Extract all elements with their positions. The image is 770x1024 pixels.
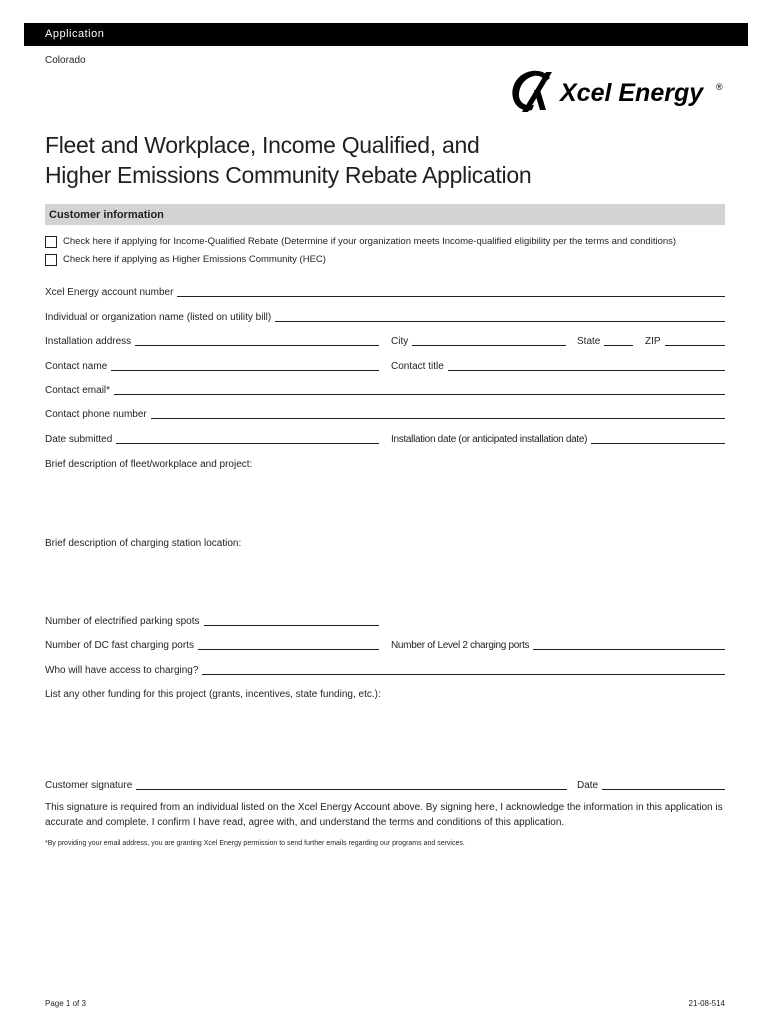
signature-statement: This signature is required from an individual listed on the Xcel Energy Account above. By signing here, I acknowledge the information in this application is accurate and complete. I confirm I have read, agree with, and understand the terms and conditions of this application. bbox=[45, 802, 723, 828]
income-qualified-label: Check here if applying for Income-Qualified Rebate (Determine if your organization meets Income-qualified eligibility per the terms and conditions) bbox=[63, 236, 677, 247]
title-line-2: Higher Emissions Community Rebate Application bbox=[45, 162, 532, 188]
date-submitted-label: Date submitted bbox=[45, 434, 113, 445]
city-input-line[interactable] bbox=[412, 344, 566, 346]
access-input-line[interactable] bbox=[202, 673, 725, 675]
form-number: 21-08-514 bbox=[688, 999, 725, 1008]
title-line-1: Fleet and Workplace, Income Qualified, and bbox=[45, 132, 480, 158]
signature-input-line[interactable] bbox=[136, 788, 567, 790]
level2-ports-input-line[interactable] bbox=[533, 648, 725, 650]
account-number-input-line[interactable] bbox=[177, 295, 725, 297]
other-funding-area[interactable] bbox=[45, 704, 725, 770]
zip-field[interactable] bbox=[645, 334, 725, 348]
contact-title-field[interactable] bbox=[391, 359, 725, 373]
signature-label: Customer signature bbox=[45, 780, 133, 791]
station-location-label: Brief description of charging station location: bbox=[45, 538, 242, 549]
signature-date-input-line[interactable] bbox=[602, 788, 725, 790]
parking-spots-field[interactable] bbox=[45, 614, 379, 628]
station-location-area[interactable] bbox=[45, 553, 725, 609]
level2-ports-label: Number of Level 2 charging ports bbox=[391, 640, 530, 651]
brand-name: Xcel Energy bbox=[560, 79, 704, 107]
contact-phone-label: Contact phone number bbox=[45, 409, 147, 420]
other-funding-label: List any other funding for this project (grants, incentives, state funding, etc.): bbox=[45, 689, 381, 700]
signature-date-field[interactable] bbox=[577, 778, 725, 792]
install-address-label: Installation address bbox=[45, 336, 132, 347]
install-date-label: Installation date (or anticipated installation date) bbox=[391, 434, 588, 445]
account-number-label: Xcel Energy account number bbox=[45, 287, 174, 298]
zip-label: ZIP bbox=[645, 336, 661, 347]
hec-checkbox-row[interactable] bbox=[45, 253, 326, 266]
contact-email-field[interactable] bbox=[45, 383, 725, 397]
header-bar-label: Application bbox=[45, 28, 105, 40]
xcel-swoosh-icon bbox=[510, 68, 728, 114]
contact-email-label: Contact email* bbox=[45, 385, 111, 396]
header-bar bbox=[24, 23, 748, 46]
contact-name-label: Contact name bbox=[45, 361, 108, 372]
signature-date-label: Date bbox=[577, 780, 599, 791]
section-customer-information bbox=[45, 204, 725, 225]
zip-input-line[interactable] bbox=[665, 344, 725, 346]
parking-spots-label: Number of electrified parking spots bbox=[45, 616, 200, 627]
page-number: Page 1 of 3 bbox=[45, 999, 86, 1008]
email-footnote: *By providing your email address, you are granting Xcel Energy permission to send further emails regarding our programs and services. bbox=[45, 840, 465, 847]
access-label: Who will have access to charging? bbox=[45, 665, 199, 676]
dc-ports-input-line[interactable] bbox=[198, 648, 379, 650]
state-input-line[interactable] bbox=[604, 344, 633, 346]
install-date-input-line[interactable] bbox=[591, 442, 725, 444]
dc-ports-label: Number of DC fast charging ports bbox=[45, 640, 194, 651]
date-submitted-input-line[interactable] bbox=[116, 442, 379, 444]
contact-name-field[interactable] bbox=[45, 359, 379, 373]
hec-checkbox[interactable] bbox=[45, 254, 57, 266]
contact-phone-input-line[interactable] bbox=[151, 417, 725, 419]
fleet-description-area[interactable] bbox=[45, 474, 725, 530]
section-label: Customer information bbox=[49, 209, 164, 221]
install-address-input-line[interactable] bbox=[135, 344, 379, 346]
brand-mark: ® bbox=[716, 82, 723, 92]
org-name-field[interactable] bbox=[45, 310, 725, 324]
install-address-field[interactable] bbox=[45, 334, 379, 348]
income-qualified-checkbox-row[interactable] bbox=[45, 235, 676, 248]
signature-field[interactable] bbox=[45, 778, 567, 792]
region-label: Colorado bbox=[45, 55, 86, 66]
hec-label: Check here if applying as Higher Emissions Community (HEC) bbox=[63, 254, 326, 265]
access-field[interactable] bbox=[45, 663, 725, 677]
contact-title-label: Contact title bbox=[391, 361, 444, 372]
parking-spots-input-line[interactable] bbox=[204, 624, 379, 626]
org-name-input-line[interactable] bbox=[275, 320, 725, 322]
city-label: City bbox=[391, 336, 409, 347]
income-qualified-checkbox[interactable] bbox=[45, 236, 57, 248]
contact-name-input-line[interactable] bbox=[111, 369, 379, 371]
xcel-energy-logo bbox=[510, 68, 728, 114]
contact-phone-field[interactable] bbox=[45, 407, 725, 421]
city-field[interactable] bbox=[391, 334, 566, 348]
install-date-field[interactable] bbox=[391, 432, 725, 446]
contact-title-input-line[interactable] bbox=[448, 369, 725, 371]
fleet-description-label: Brief description of fleet/workplace and project: bbox=[45, 459, 253, 470]
date-submitted-field[interactable] bbox=[45, 432, 379, 446]
org-name-label: Individual or organization name (listed on utility bill) bbox=[45, 312, 272, 323]
dc-ports-field[interactable] bbox=[45, 638, 379, 652]
state-label: State bbox=[577, 336, 601, 347]
state-field[interactable] bbox=[577, 334, 633, 348]
contact-email-input-line[interactable] bbox=[114, 393, 725, 395]
account-number-field[interactable] bbox=[45, 285, 725, 299]
page-title bbox=[45, 130, 725, 190]
level2-ports-field[interactable] bbox=[391, 638, 725, 652]
